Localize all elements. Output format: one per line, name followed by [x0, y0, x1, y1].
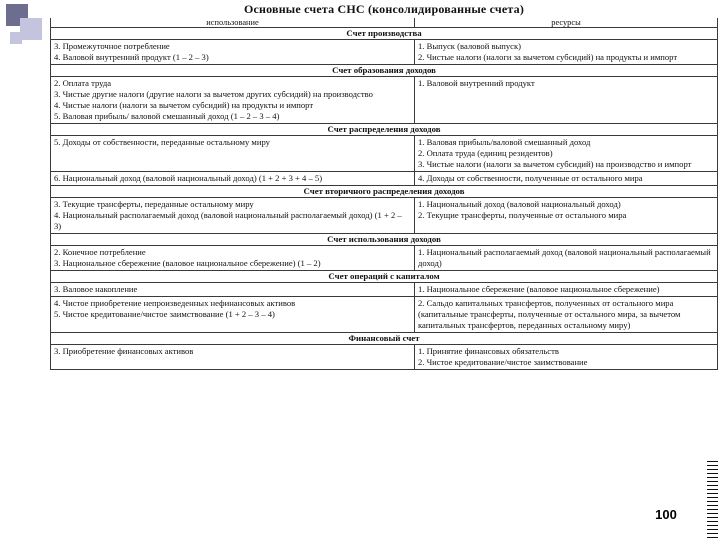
account-row: [51, 77, 718, 124]
account-item: 5. Валовая прибыль/ валовой смешанный доход (1 – 2 – 3 – 4): [54, 111, 280, 121]
section-title: Счет распределения доходов: [51, 124, 718, 136]
account-item: 2. Чистые налоги (налоги за вычетом субсидий) на продукты и импорт: [418, 52, 678, 62]
resources-cell: [415, 136, 718, 172]
uses-cell: [51, 345, 415, 370]
account-item: 2. Конечное потребление: [54, 247, 146, 257]
account-row: [51, 283, 718, 297]
resources-cell: [415, 345, 718, 370]
uses-cell: [51, 136, 415, 172]
account-item: 2. Оплата труда: [54, 78, 112, 88]
account-item: 1. Валовой внутренний продукт: [418, 78, 535, 88]
section-title: Счет использования доходов: [51, 234, 718, 246]
section-title: Счет производства: [51, 28, 718, 40]
section-title: Счет образования доходов: [51, 65, 718, 77]
account-item: 2. Чистое кредитование/чистое заимствование: [418, 357, 588, 367]
account-item: 2. Текущие трансферты, полученные от остального мира: [418, 210, 627, 220]
resources-cell: [415, 297, 718, 333]
account-row: [51, 246, 718, 271]
section-header-row: [51, 234, 718, 246]
account-item: 2. Сальдо капитальных трансфертов, полученных от остального мира (капитальные трансферты, полученные от остального мира, за вычетом капитальных трансфертов, переданных остальному миру): [418, 298, 681, 330]
account-row: [51, 345, 718, 370]
account-item: 3. Чистые налоги (налоги за вычетом субсидий) на производство и импорт: [418, 159, 692, 169]
resources-cell: [415, 40, 718, 65]
account-item: 3. Чистые другие налоги (другие налоги за вычетом других субсидий) на производство: [54, 89, 373, 99]
account-item: 4. Чистое приобретение непроизведенных нефинансовых активов: [54, 298, 296, 308]
account-item: 1. Выпуск (валовой выпуск): [418, 41, 522, 51]
account-row: [51, 136, 718, 172]
account-item: 3. Валовое накопление: [54, 284, 138, 294]
account-row: [51, 198, 718, 234]
account-item: 4. Чистые налоги (налоги за вычетом субсидий) на продукты и импорт: [54, 100, 314, 110]
account-item: 4. Национальный располагаемый доход (валовой национальный располагаемый доход) (1 + 2 – 3): [54, 210, 402, 231]
page-number: 100: [645, 505, 687, 525]
account-row: [51, 172, 718, 186]
uses-cell: [51, 283, 415, 297]
account-item: 1. Валовая прибыль/валовой смешанный доход: [418, 137, 591, 147]
section-title: Счет операций с капиталом: [51, 271, 718, 283]
accounts-document: [50, 0, 718, 540]
account-item: 6. Национальный доход (валовой национальный доход) (1 + 2 + 3 + 4 – 5): [54, 173, 323, 183]
resources-cell: [415, 172, 718, 186]
uses-cell: [51, 297, 415, 333]
resources-cell: [415, 198, 718, 234]
column-header-resources: ресурсы: [415, 18, 718, 28]
resources-cell: [415, 246, 718, 271]
account-item: 5. Доходы от собственности, переданные остальному миру: [54, 137, 270, 147]
section-header-row: [51, 28, 718, 40]
account-item: 1. Принятие финансовых обязательств: [418, 346, 559, 356]
section-header-row: [51, 124, 718, 136]
scrollbar-stripes: [707, 458, 718, 540]
resources-cell: [415, 283, 718, 297]
accounts-table: [50, 18, 718, 370]
account-item: 1. Национальный располагаемый доход (валовой национальный располагаемый доход): [418, 247, 711, 268]
account-item: 1. Национальное сбережение (валовое национальное сбережение): [418, 284, 660, 294]
section-title: Финансовый счет: [51, 333, 718, 345]
decor-square-light-small: [10, 32, 22, 44]
account-item: 1. Национальный доход (валовой национальный доход): [418, 199, 621, 209]
uses-cell: [51, 40, 415, 65]
section-header-row: [51, 65, 718, 77]
account-item: 3. Текущие трансферты, переданные остальному миру: [54, 199, 254, 209]
section-header-row: [51, 271, 718, 283]
account-row: [51, 40, 718, 65]
decor-square-light: [20, 18, 42, 40]
account-item: 4. Валовой внутренний продукт (1 – 2 – 3): [54, 52, 209, 62]
account-item: 3. Национальное сбережение (валовое национальное сбережение) (1 – 2): [54, 258, 321, 268]
account-row: [51, 297, 718, 333]
slide-decoration: [0, 0, 50, 60]
uses-cell: [51, 246, 415, 271]
account-item: 4. Доходы от собственности, полученные от остального мира: [418, 173, 643, 183]
section-header-row: [51, 186, 718, 198]
account-item: 3. Приобретение финансовых активов: [54, 346, 194, 356]
document-title: Основные счета СНС (консолидированные счета): [243, 2, 525, 16]
account-item: 2. Оплата труда (единиц резидентов): [418, 148, 553, 158]
account-item: 5. Чистое кредитование/чистое заимствование (1 + 2 – 3 – 4): [54, 309, 275, 319]
account-item: 3. Промежуточное потребление: [54, 41, 170, 51]
resources-cell: [415, 77, 718, 124]
section-title: Счет вторичного распределения доходов: [51, 186, 718, 198]
uses-cell: [51, 77, 415, 124]
uses-cell: [51, 198, 415, 234]
section-header-row: [51, 333, 718, 345]
column-header-uses: использование: [51, 18, 415, 28]
uses-cell: [51, 172, 415, 186]
column-header-row: [51, 18, 718, 28]
